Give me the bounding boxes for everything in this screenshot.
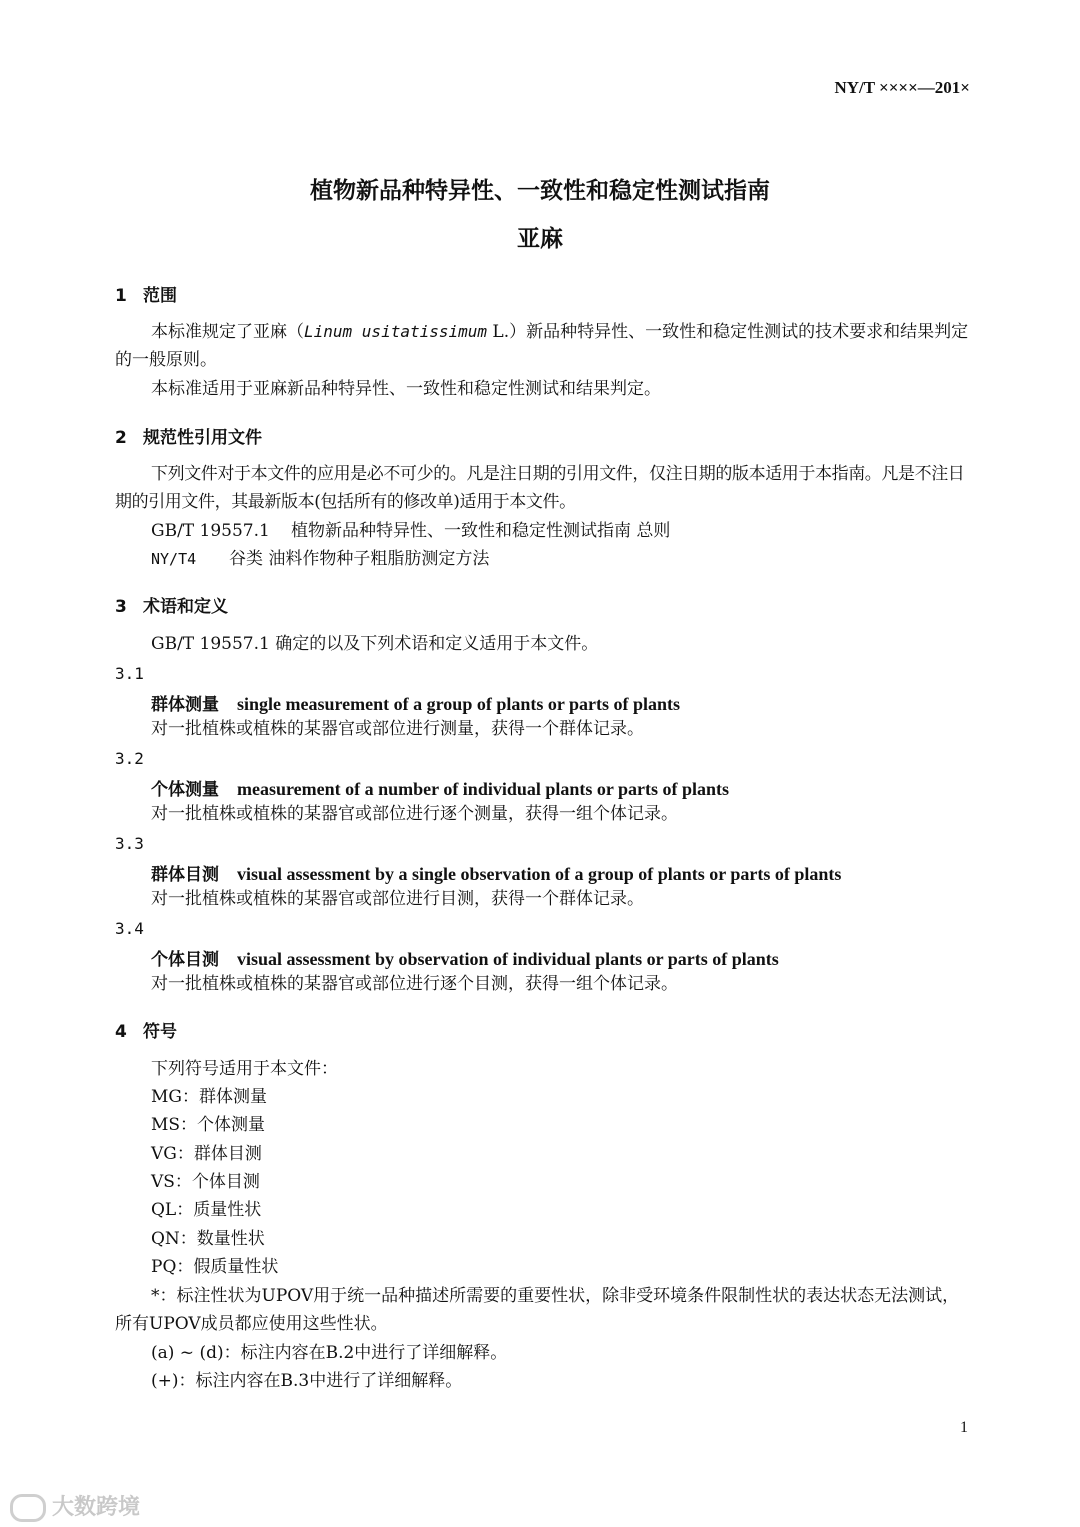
term-number: 3.1 [115, 664, 144, 683]
note-plus: (+)：标注内容在B.3中进行了详细解释。 [151, 1371, 463, 1391]
term-number: 3.4 [115, 919, 144, 938]
latin-name: Linum usitatissimum [304, 322, 488, 341]
section-title: 术语和定义 [143, 597, 228, 617]
symbol-item: QN：数量性状 [151, 1229, 265, 1249]
term-definition: 对一批植株或植株的某器官或部位进行测量，获得一个群体记录。 [151, 719, 644, 739]
section-3-intro: GB/T 19557.1 确定的以及下列术语和定义适用于本文件。 [151, 634, 599, 654]
term-heading: 群体目测 visual assessment by a single observation of a group of plants or parts of plants [151, 864, 842, 885]
watermark [10, 1490, 140, 1522]
section-4-heading [115, 1017, 177, 1042]
reference-1: GB/T 19557.1 植物新品种特异性、一致性和稳定性测试指南 总则 [151, 521, 671, 541]
section-1-heading [115, 281, 177, 306]
term-heading: 个体测量 measurement of a number of individual plants or parts of plants [151, 779, 730, 800]
symbol-item: PQ：假质量性状 [151, 1257, 279, 1277]
symbol-item: QL：质量性状 [151, 1200, 262, 1220]
section-1-para-1: 本标准规定了亚麻（Linum usitatissimum L.）新品种特异性、一致性和稳定性测试的技术要求和结果判定的一般原则。 [115, 322, 969, 370]
title-line-2: 亚麻 [517, 226, 563, 252]
section-title: 符号 [143, 1022, 177, 1042]
section-title: 范围 [143, 286, 177, 306]
symbol-item: MG：群体测量 [151, 1087, 267, 1107]
section-number: 2 [115, 428, 127, 448]
term-heading: 个体目测 visual assessment by observation of individual plants or parts of plants [151, 949, 779, 970]
symbol-item: VS：个体目测 [151, 1172, 260, 1192]
symbol-item: MS：个体测量 [151, 1115, 266, 1135]
term-heading: 群体测量 single measurement of a group of plants or parts of plants [151, 694, 681, 715]
section-2-heading [115, 423, 262, 448]
term-number: 3.3 [115, 834, 144, 853]
section-title: 规范性引用文件 [143, 428, 262, 448]
section-3-heading [115, 592, 228, 617]
page-number: 1 [960, 1419, 968, 1436]
symbol-item: VG：群体目测 [151, 1144, 262, 1164]
section-1-para-2: 本标准适用于亚麻新品种特异性、一致性和稳定性测试和结果判定。 [151, 379, 661, 399]
section-4-intro: 下列符号适用于本文件： [151, 1059, 338, 1079]
term-definition: 对一批植株或植株的某器官或部位进行目测，获得一个群体记录。 [151, 889, 644, 909]
reference-2: NY/T4 谷类 油料作物种子粗脂肪测定方法 [151, 549, 490, 569]
section-number: 1 [115, 286, 127, 306]
term-definition: 对一批植株或植株的某器官或部位进行逐个目测，获得一组个体记录。 [151, 974, 678, 994]
watermark-logo-icon [10, 1494, 46, 1522]
section-number: 4 [115, 1022, 127, 1042]
note-a-d: (a) ~ (d)：标注内容在B.2中进行了详细解释。 [151, 1343, 508, 1363]
document-code: NY/T ××××—201× [834, 78, 970, 97]
term-number: 3.2 [115, 749, 144, 768]
title-line-1: 植物新品种特异性、一致性和稳定性测试指南 [310, 178, 770, 204]
section-2-para-1: 下列文件对于本文件的应用是必不可少的。凡是注日期的引用文件，仅注日期的版本适用于本指南。凡是不注日期的引用文件，其最新版本(包括所有的修改单)适用于本文件。 [115, 464, 965, 512]
note-star: *：标注性状为UPOV用于统一品种描述所需要的重要性状，除非受环境条件限制性状的表达状态无法测试，所有UPOV成员都应使用这些性状。 [115, 1286, 960, 1334]
term-definition: 对一批植株或植株的某器官或部位进行逐个测量，获得一组个体记录。 [151, 804, 678, 824]
section-number: 3 [115, 597, 127, 617]
watermark-text: 大数跨境 [52, 1495, 141, 1520]
